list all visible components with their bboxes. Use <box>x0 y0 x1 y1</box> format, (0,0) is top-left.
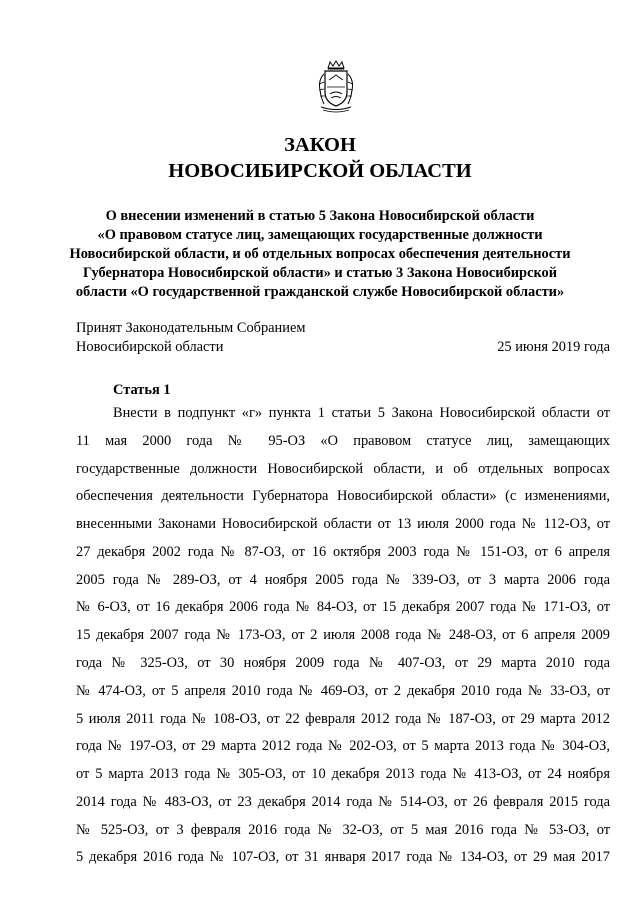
region-title: НОВОСИБИРСКОЙ ОБЛАСТИ <box>168 160 472 182</box>
subject-line: «О правовом статусе лиц, замещающих государственные должности <box>97 227 543 243</box>
subject-line: области «О государственной гражданской службе Новосибирской области» <box>75 284 565 300</box>
article-text-line: № 525-ОЗ, от 3 февраля 2016 года № 32-ОЗ, от 5 мая 2016 года № 53-ОЗ, от <box>76 822 610 838</box>
subject-line: Новосибирской области, и об отдельных вопросах обеспечения деятельности <box>69 246 571 262</box>
adopted-by-line2: Новосибирской области <box>76 339 224 355</box>
subject-line: Губернатора Новосибирской области» и статью 3 Закона Новосибирской <box>82 265 558 281</box>
article-text-line: обеспечения деятельности Губернатора Новосибирской области» (с изменениями, <box>76 488 610 504</box>
article-text-line: Внести в подпункт «г» пункта 1 статьи 5 Закона Новосибирской области от <box>113 405 610 421</box>
article-text-line: 5 декабря 2016 года № 107-ОЗ, от 31 января 2017 года № 134-ОЗ, от 29 мая 2017 <box>76 849 610 865</box>
article-text-line: года № 197-ОЗ, от 29 марта 2012 года № 202-ОЗ, от 5 марта 2013 года № 304-ОЗ, <box>76 738 610 754</box>
article-text-line: 2005 года № 289-ОЗ, от 4 ноября 2005 года № 339-ОЗ, от 3 марта 2006 года <box>76 572 610 588</box>
article-text-line: от 5 марта 2013 года № 305-ОЗ, от 10 декабря 2013 года № 413-ОЗ, от 24 ноября <box>76 766 610 782</box>
subject-line: О внесении изменений в статью 5 Закона Новосибирской области <box>105 208 535 224</box>
article-text-line: года № 325-ОЗ, от 30 ноября 2009 года № 407-ОЗ, от 29 марта 2010 года <box>76 655 610 671</box>
coat-of-arms-icon <box>316 60 356 114</box>
article-text-line: внесенными Законами Новосибирской области от 13 июля 2000 года № 112-ОЗ, от <box>76 516 610 532</box>
article-heading: Статья 1 <box>113 382 171 398</box>
article-text-line: 15 декабря 2007 года № 173-ОЗ, от 2 июля 2008 года № 248-ОЗ, от 6 апреля 2009 <box>76 627 610 643</box>
article-text-line: № 474-ОЗ, от 5 апреля 2010 года № 469-ОЗ, от 2 декабря 2010 года № 33-ОЗ, от <box>76 683 610 699</box>
article-text-line: 27 декабря 2002 года № 87-ОЗ, от 16 октября 2003 года № 151-ОЗ, от 6 апреля <box>76 544 610 560</box>
article-text-line: 2014 года № 483-ОЗ, от 23 декабря 2014 года № 514-ОЗ, от 26 февраля 2015 года <box>76 794 610 810</box>
law-title: ЗАКОН <box>284 134 356 156</box>
article-text-line: 5 июля 2011 года № 108-ОЗ, от 22 февраля 2012 года № 187-ОЗ, от 29 марта 2012 <box>76 711 610 727</box>
article-text-line: № 6-ОЗ, от 16 декабря 2006 года № 84-ОЗ, от 15 декабря 2007 года № 171-ОЗ, от <box>76 599 610 615</box>
adopted-date: 25 июня 2019 года <box>497 339 610 355</box>
adopted-by-line1: Принят Законодательным Собранием <box>76 320 306 336</box>
article-text-line: 11 мая 2000 года № 95-ОЗ «О правовом статусе лиц, замещающих <box>76 433 610 449</box>
article-text-line: государственные должности Новосибирской области, и об отдельных вопросах <box>76 461 610 477</box>
